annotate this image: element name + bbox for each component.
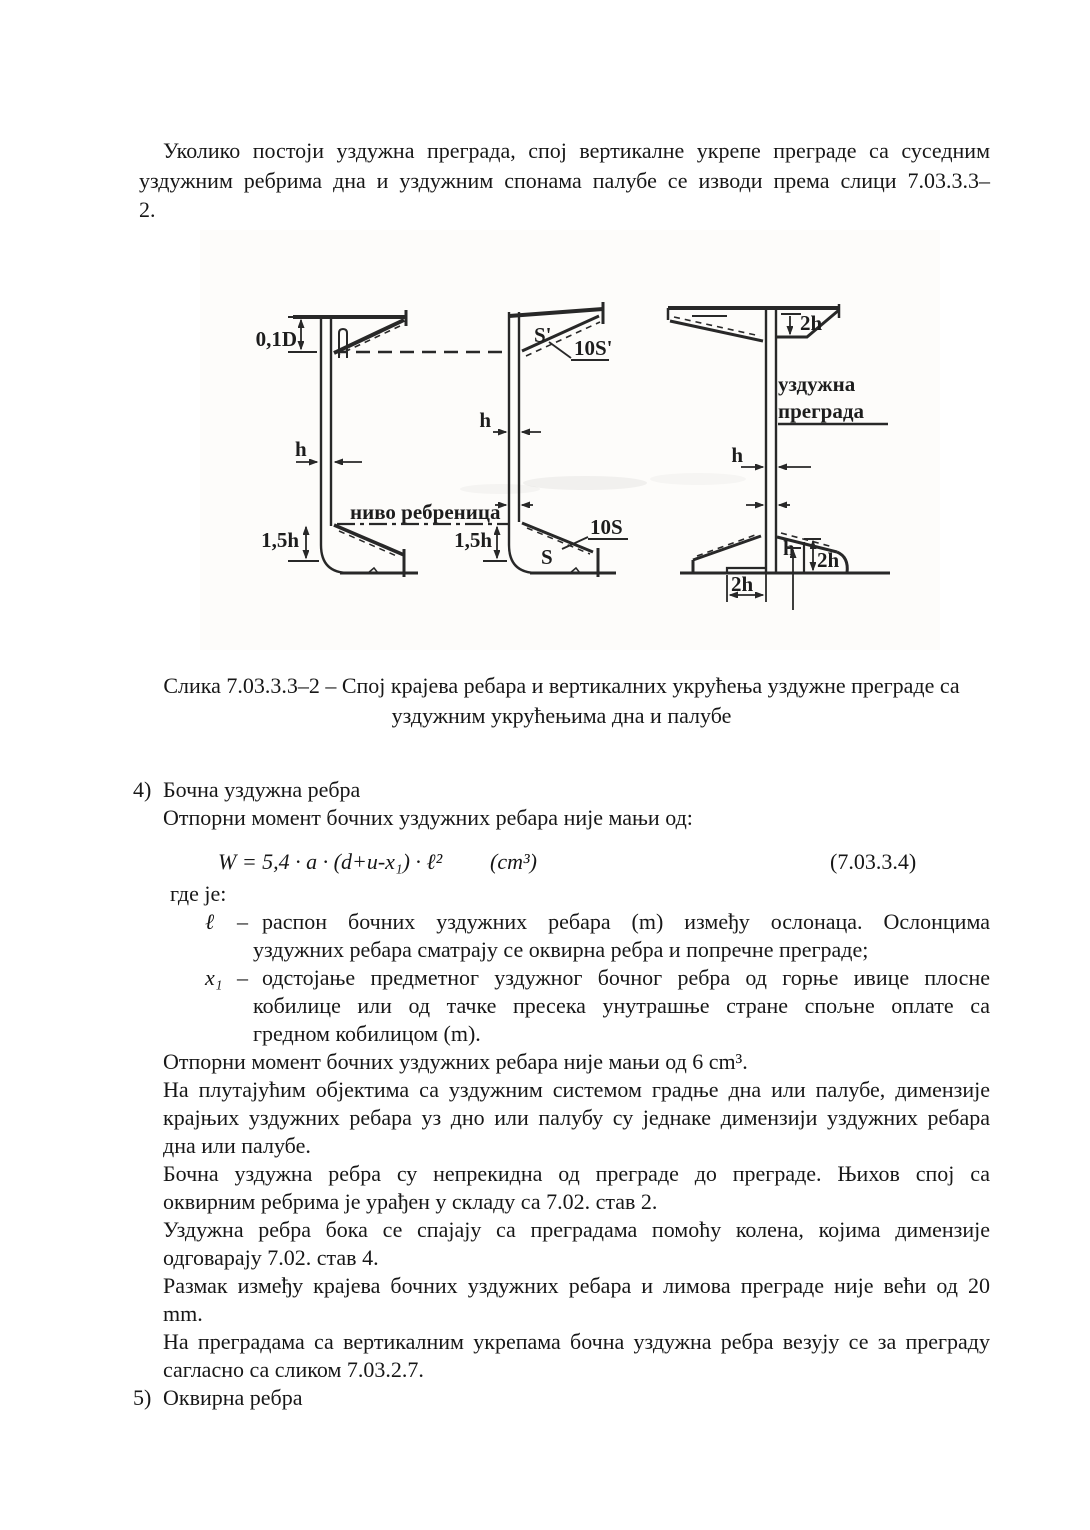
label-s-prime: S' bbox=[534, 323, 552, 347]
label-10s-prime: 10S' bbox=[574, 336, 613, 360]
text-line: уздужних ребара сматрају се оквирна ребра и попречне преграде; bbox=[253, 937, 869, 962]
label-15h-left: 1,5h bbox=[261, 528, 299, 552]
definition-text bbox=[253, 908, 990, 964]
list-item-5 bbox=[133, 1384, 990, 1412]
formula-expression: W = 5,4 · a · (d+u-x₁) · ℓ² bbox=[218, 849, 443, 874]
body-paragraph bbox=[163, 1272, 990, 1328]
body-paragraph bbox=[163, 1328, 990, 1384]
body-paragraph bbox=[163, 1216, 990, 1272]
text-line: распон бочних уздужних ребара (m) између ослонаца. Ослонцима bbox=[262, 909, 990, 934]
label-h-bottom-right: h bbox=[783, 536, 795, 560]
figure-drawing bbox=[200, 230, 940, 650]
text-line: одговарају 7.02. став 4. bbox=[163, 1245, 379, 1270]
text-line: кобилице или од тачке пресека унутрашње стране спољне оплате са bbox=[253, 993, 990, 1018]
text-line: сагласно са сликом 7.03.2.7. bbox=[163, 1357, 424, 1382]
list-item-5-title: Оквирна ребра bbox=[163, 1385, 303, 1410]
formula-unit: (cm³) bbox=[490, 849, 537, 874]
definition-symbol: ℓ bbox=[205, 909, 215, 934]
definition-l bbox=[163, 908, 990, 964]
text-line: крајњих уздужних ребара уз дно или палубу су једнаке димензији уздужних ребара bbox=[163, 1105, 990, 1130]
list-item-4-title: Бочна уздужна ребра bbox=[163, 777, 361, 802]
lead-sentence: Отпорни момент бочних уздужних ребара није мањи од: bbox=[163, 805, 693, 830]
list-marker-4: 4) bbox=[133, 777, 152, 802]
text-line: оквирним ребрима је урађен у складу са 7.02. став 2. bbox=[163, 1189, 658, 1214]
list-marker-5: 5) bbox=[133, 1385, 152, 1410]
text-line: Размак између крајева бочних уздужних ребара и лимова преграде није већи од 20 bbox=[163, 1273, 990, 1298]
label-2h-top: 2h bbox=[800, 311, 823, 335]
text-line: Уздужна ребра бока се спајају са преградама помоћу колена, којима димензије bbox=[163, 1217, 990, 1242]
middle-frame-section bbox=[337, 302, 628, 577]
body-paragraph bbox=[163, 1076, 990, 1160]
text-line: дна или палубе. bbox=[163, 1133, 311, 1158]
label-h-mid: h bbox=[479, 408, 491, 432]
label-h-right: h bbox=[731, 443, 743, 467]
definition-dash: – bbox=[237, 909, 248, 934]
label-2h-bottom: 2h bbox=[731, 572, 754, 596]
label-2h-right: 2h bbox=[817, 548, 840, 572]
definition-x1 bbox=[163, 964, 990, 1048]
text-line: одстојање предметног уздужног бочног ребра од горње ивице плосне bbox=[262, 965, 990, 990]
text-line: На плутајућим објектима са уздужним системом градње дна или палубе, димензије bbox=[163, 1077, 990, 1102]
text-line: уздужним ребрима дна и уздужним спонама палубе се изводи према слици 7.03.3.3– bbox=[139, 167, 990, 193]
text-line: уздужним укрућењима дна и палубе bbox=[391, 703, 732, 728]
scan-noise bbox=[460, 473, 746, 494]
label-uzduzna: уздужна bbox=[778, 372, 856, 396]
label-nivo-rebrenica: ниво ребреница bbox=[350, 500, 501, 524]
text-line: Уколико постоји уздужна преграда, спој вертикалне укрепе преграде са суседним bbox=[163, 138, 990, 163]
label-15h-mid: 1,5h bbox=[454, 528, 492, 552]
definition-symbol: x₁ bbox=[205, 965, 223, 990]
label-01d: 0,1D bbox=[255, 327, 297, 351]
text-line: mm. bbox=[163, 1301, 203, 1326]
text-line: Отпорни момент бочних уздужних ребара није мањи од 6 cm³. bbox=[163, 1049, 748, 1074]
figure-caption bbox=[133, 671, 990, 731]
text-line: Бочна уздужна ребра су непрекидна од преграде до преграде. Њихов спој са bbox=[163, 1161, 990, 1186]
definition-dash: – bbox=[237, 965, 248, 990]
where-label: где је: bbox=[170, 881, 227, 906]
body-paragraph bbox=[163, 1048, 990, 1076]
text-line: Слика 7.03.3.3–2 – Спој крајева ребара и вертикалних укрућења уздужне преграде са bbox=[163, 673, 960, 698]
label-h-left: h bbox=[295, 437, 307, 461]
section-4 bbox=[133, 776, 990, 1412]
label-10s: 10S bbox=[590, 515, 623, 539]
text-line: 2. bbox=[139, 197, 156, 222]
formula-reference: (7.03.3.4) bbox=[830, 849, 917, 874]
label-s: S bbox=[541, 545, 553, 569]
bulkhead-section bbox=[668, 304, 890, 610]
intro-paragraph bbox=[139, 136, 990, 225]
list-item-4 bbox=[133, 776, 990, 804]
body-paragraph bbox=[163, 1160, 990, 1216]
formula-7.03.3.4 bbox=[163, 848, 990, 876]
figure-7.03.3.3-2 bbox=[200, 230, 940, 650]
label-pregrada: преграда bbox=[778, 399, 864, 423]
text-line: гредном кобилицом (m). bbox=[253, 1021, 481, 1046]
definition-text bbox=[253, 964, 990, 1048]
text-line: На преградама са вертикалним укрепама бочна уздужна ребра везују се за преграду bbox=[163, 1329, 990, 1354]
